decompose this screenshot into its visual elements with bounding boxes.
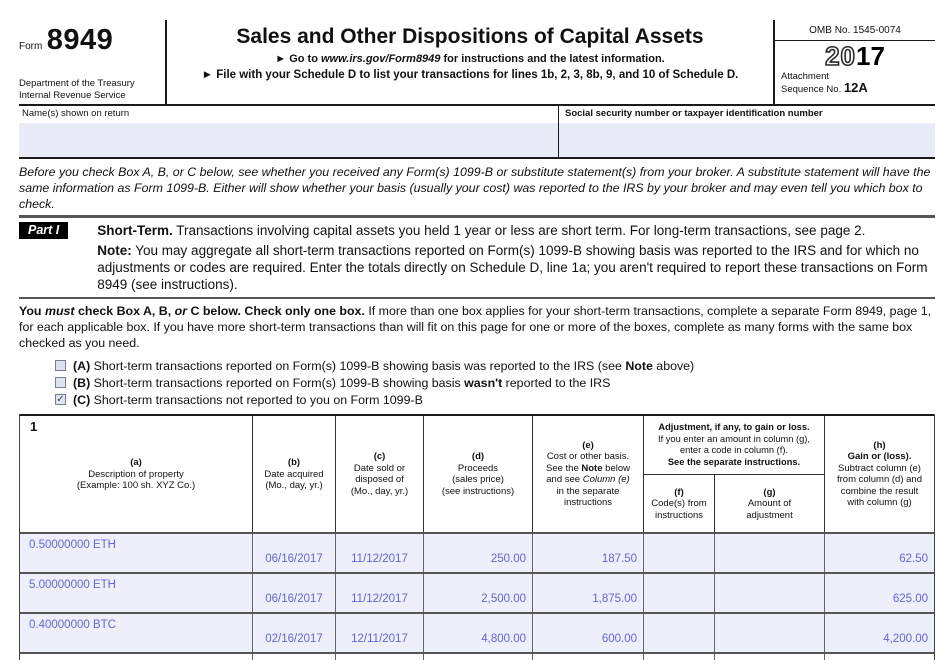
- col-header-adjustment: Adjustment, if any, to gain or loss. If you enter an amount in column (g), enter a code in column (f). See the separate instructions.: [643, 416, 824, 475]
- cell-adjustment[interactable]: [714, 534, 824, 572]
- col-header-date-acquired: (b) Date acquired (Mo., day, yr.): [252, 416, 335, 532]
- cell-date-sold[interactable]: 11/12/2017: [335, 574, 423, 612]
- col-b-tag: (b): [287, 457, 301, 469]
- ssn-input[interactable]: [559, 123, 935, 157]
- name-label: Name(s) shown on return: [22, 108, 130, 119]
- line-number: 1: [30, 419, 38, 435]
- agency-line-1: Department of the Treasury: [19, 78, 135, 89]
- box-b-bold-word: wasn't: [464, 375, 503, 390]
- sub1-suffix: for instructions and the latest information.: [440, 53, 665, 65]
- must-check-italic-1: must: [44, 303, 75, 318]
- attachment-line-1: Attachment: [781, 71, 830, 82]
- col-header-proceeds: (d) Proceeds (sales price) (see instructions): [423, 416, 532, 532]
- col-header-date-sold: (c) Date sold or disposed of (Mo., day, yr.): [335, 416, 423, 532]
- checkbox-row-c: [55, 391, 935, 408]
- box-c-tag: (C): [73, 392, 91, 407]
- cell-date-sold[interactable]: 12/11/2017: [335, 614, 423, 652]
- cell-adjustment[interactable]: [714, 614, 824, 652]
- cell-date-acquired[interactable]: 02/16/2017: [252, 614, 335, 652]
- form-word: Form: [19, 41, 43, 52]
- name-cell: [19, 106, 558, 157]
- part-1-badge: Part I: [19, 222, 68, 239]
- sequence-number: 12A: [843, 80, 868, 95]
- box-a-tag: (A): [73, 358, 91, 373]
- table-row: [20, 572, 934, 612]
- go-to-instructions-line: [173, 53, 767, 65]
- col-header-description: 1 (a) Description of property (Example: 100 sh. XYZ Co.): [30, 419, 196, 492]
- cell-proceeds[interactable]: 250.00: [423, 534, 532, 572]
- file-with-schedule-d-line: ► File with your Schedule D to list your transactions for lines 1b, 2, 3, 8b, 9, and 10 of Schedule D.: [201, 69, 739, 81]
- form-header: [19, 20, 935, 106]
- attachment-line-2: [781, 82, 935, 95]
- note-text: You may aggregate all short-term transactions reported on Form(s) 1099-B showing basis was reported to the IRS and for which no adjustments or codes are required. Enter the totals directly on Schedule D, line 1a; you aren't required to report these transactions on Form 8949 (see instructions).: [97, 242, 928, 292]
- box-b-text-after: reported to the IRS: [502, 375, 611, 390]
- tax-year-solid: 17: [856, 41, 885, 71]
- checkbox-c[interactable]: [55, 394, 66, 405]
- tax-year: [775, 42, 935, 70]
- box-c-text: Short-term transactions not reported to you on Form 1099-B: [90, 392, 423, 407]
- omb-number: OMB No. 1545-0074: [775, 20, 935, 41]
- section-divider: [19, 215, 935, 218]
- note-label: Note:: [97, 242, 132, 258]
- aggregate-note: [97, 242, 935, 293]
- col-g-tag: (g): [763, 486, 776, 498]
- cell-date-acquired[interactable]: 06/16/2017: [252, 574, 335, 612]
- must-check-bold-2: check Box A, B,: [74, 303, 175, 318]
- col-c-tag: (c): [373, 451, 386, 463]
- identity-row: [19, 106, 935, 159]
- checkbox-b[interactable]: [55, 377, 66, 388]
- col-h-tag: (h): [873, 439, 886, 451]
- transactions-table: [19, 414, 935, 660]
- cell-cost-basis[interactable]: 600.00: [532, 614, 643, 652]
- agency-lines: [19, 78, 161, 101]
- cell-description[interactable]: 0.40000000 BTC: [20, 614, 252, 652]
- table-header: [20, 414, 934, 532]
- cell-codes[interactable]: [643, 534, 714, 572]
- part-1-text: [97, 222, 935, 293]
- page-title: Sales and Other Dispositions of Capital Assets: [236, 25, 704, 48]
- box-selection: [19, 357, 935, 408]
- tax-year-outline: 20: [825, 41, 856, 71]
- checkbox-a[interactable]: [55, 360, 66, 371]
- cell-proceeds[interactable]: 4,800.00: [423, 614, 532, 652]
- short-term-description: Transactions involving capital assets you held 1 year or less are short term. For long-term transactions, see page 2.: [172, 222, 866, 238]
- table-row: [20, 612, 934, 652]
- box-b-tag: (B): [73, 375, 91, 390]
- col-a-tag: (a): [130, 457, 142, 469]
- arrow-icon: ► Go to: [275, 53, 321, 65]
- must-check-paragraph: [19, 303, 935, 352]
- col-header-cost-basis: (e) Cost or other basis. See the Note below and see Column (e) in the separate instructions: [532, 416, 643, 532]
- cell-description[interactable]: 5.00000000 ETH: [20, 574, 252, 612]
- box-a-text-after: above): [652, 358, 695, 373]
- check-icon: ✓: [56, 394, 65, 406]
- must-check-bold-3: C below. Check only one box.: [187, 303, 365, 318]
- attachment-sequence: [775, 71, 935, 95]
- col-header-codes: (f) Code(s) from instructions: [643, 475, 714, 532]
- title-block: [165, 20, 775, 104]
- cell-date-sold[interactable]: 11/12/2017: [335, 534, 423, 572]
- cell-description[interactable]: 0.50000000 ETH: [20, 534, 252, 572]
- form-id-block: [19, 20, 165, 104]
- col-d-tag: (d): [471, 451, 485, 463]
- col-e-tag: (e): [582, 439, 594, 451]
- form-number: 8949: [46, 24, 114, 56]
- table-row-partial: [20, 652, 934, 660]
- box-a-bold-word: Note: [625, 358, 653, 373]
- col-header-gain-loss: (h) Gain or (loss). Subtract column (e) from column (d) and combine the result with column (g): [824, 416, 934, 532]
- col-header-amount-adjustment: (g) Amount of adjustment: [714, 475, 824, 532]
- name-input[interactable]: [19, 123, 558, 157]
- irs-url: www.irs.gov/Form8949: [321, 53, 441, 65]
- cell-proceeds[interactable]: 2,500.00: [423, 574, 532, 612]
- checkbox-b-label: [73, 376, 610, 390]
- short-term-label: Short-Term.: [97, 222, 173, 238]
- checkbox-row-a: [55, 357, 935, 374]
- omb-year-block: [775, 20, 935, 104]
- cell-gain-loss[interactable]: 4,200.00: [824, 614, 934, 652]
- broker-statement-note: Before you check Box A, B, or C below, see whether you received any Form(s) 1099-B or substitute statement(s) from your broker. A substitute statement will have the same information as Form 1099-B. Either will show whether your basis (usually your cost) was reported to the IRS by your broker and may even tell you which box to check.: [19, 165, 931, 211]
- cell-gain-loss[interactable]: 62.50: [824, 534, 934, 572]
- must-check-bold-1: You: [19, 303, 45, 318]
- sequence-label: Sequence No.: [781, 84, 844, 95]
- cell-adjustment[interactable]: [714, 574, 824, 612]
- part-1-section: [19, 222, 935, 293]
- box-b-text: Short-term transactions reported on Form(s) 1099-B showing basis: [90, 375, 465, 390]
- must-check-rest: If more than one box applies for your short-term transactions, complete a separate Form 8949, page 1, for each applicable box. If you have more short-term transactions than will fit on this page for one or more of the boxes, complete as many forms with the same box checked as you need.: [19, 303, 932, 351]
- checkbox-c-label: [73, 393, 423, 407]
- box-a-text: Short-term transactions reported on Form(s) 1099-B showing basis was reported to the IRS (see: [90, 358, 626, 373]
- form-number-line: [19, 24, 161, 57]
- cell-date-acquired[interactable]: 06/16/2017: [252, 534, 335, 572]
- cell-cost-basis[interactable]: 187.50: [532, 534, 643, 572]
- col-f-tag: (f): [674, 486, 684, 498]
- table-row: [20, 532, 934, 572]
- short-term-heading: [97, 222, 935, 239]
- must-check-italic-2: or: [174, 303, 188, 318]
- cell-gain-loss[interactable]: 625.00: [824, 574, 934, 612]
- checkbox-a-label: [73, 359, 694, 373]
- cell-codes[interactable]: [643, 574, 714, 612]
- section-divider-2: [19, 297, 935, 299]
- checkbox-row-b: [55, 374, 935, 391]
- ssn-label: Social security number or taxpayer identification number: [565, 108, 823, 119]
- agency-line-2: Internal Revenue Service: [19, 89, 126, 101]
- cell-cost-basis[interactable]: 1,875.00: [532, 574, 643, 612]
- cell-codes[interactable]: [643, 614, 714, 652]
- ssn-cell: [558, 106, 935, 157]
